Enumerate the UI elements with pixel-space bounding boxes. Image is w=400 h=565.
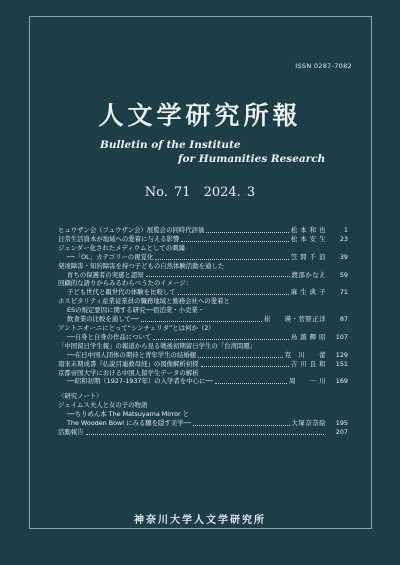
toc-entry-author: 松 本 和 也 (290, 226, 326, 234)
toc-entry (58, 428, 348, 437)
toc-entry-title: ジェイムス夫人と女の子の物語 (58, 401, 148, 410)
toc-entry-page: 129 (335, 350, 348, 359)
toc-entry-author: 吉 川 良 和 (290, 359, 326, 368)
toc-leader-dots (141, 320, 262, 322)
toc-leader-dots (215, 382, 287, 384)
toc-entry-page: 87 (339, 315, 348, 324)
toc-entry-page: 207 (335, 427, 348, 436)
toc-leader-dots (206, 231, 288, 233)
journal-title-japanese: 人文学研究所報 (98, 101, 302, 130)
toc-entry-author: 大塚奈奈絵 (291, 419, 326, 428)
toc-entry-title: ──「OL」カテゴリーの視覚化 (67, 252, 154, 261)
toc-entry-title: ──在日中国人団体の期待と青年学生の結婚観 (67, 350, 197, 359)
toc-leader-dots (153, 338, 289, 340)
toc-entry-title: 回顧的な語りからみるわらべうたのイメージ： (58, 279, 193, 288)
toc-entry-page: 169 (335, 377, 348, 386)
toc-entry-title: 飲食業の比較を通して── (67, 315, 139, 324)
toc-entry (58, 351, 348, 360)
toc-entry-author: 松 本 安 生 (290, 234, 326, 243)
toc-entry (58, 410, 348, 419)
toc-entry (58, 342, 348, 351)
toc-entry-page: 195 (335, 419, 348, 428)
toc-entry-title: The Wooden Bowl にみる願を隠す美学── (67, 419, 192, 428)
toc-entry (58, 315, 348, 324)
toc-entry-author: 笠 間 千 浪 (290, 252, 326, 261)
toc-entry-author: 麻 生 典 子 (290, 288, 326, 297)
toc-entry-title: 「中国留日学生報」の報道から見る戦後初期留日学生の「台湾問題」 (58, 341, 257, 350)
journal-title-english-line2: for Humanities Research (178, 153, 326, 165)
journal-title-english-line1: Bulletin of the Institute (100, 139, 241, 151)
toc-entry-title: ヒュウザン会（フュウザン会）展覧会の同時代評価 (58, 226, 205, 234)
toc-entry (58, 324, 348, 333)
toc-entry (58, 333, 348, 342)
toc-entry (58, 401, 348, 410)
toc-entry (58, 271, 348, 280)
toc-entry-author: 崔 瑛・菅野正洋 (263, 315, 326, 324)
toc-leader-dots (155, 258, 289, 260)
issn-number: ISSN 0287-7082 (295, 62, 352, 70)
toc-entry (58, 244, 348, 253)
toc-entry-title: 〈研究ノート〉 (58, 392, 103, 401)
toc-entry (58, 253, 348, 262)
toc-entry (58, 235, 348, 244)
toc-leader-dots (146, 275, 290, 277)
toc-entry-page: 39 (339, 252, 348, 261)
publisher-name: 神奈川大学人文学研究所 (134, 515, 266, 526)
toc-entry-page: 71 (339, 288, 348, 297)
toc-entry (58, 279, 348, 288)
toc-entry (58, 288, 348, 297)
toc-entry-page: 151 (335, 359, 348, 368)
toc-entry (58, 306, 348, 315)
toc-entry-title: ホスピタリティ産業従業員の職務地域と勤務会社への愛着と (58, 297, 230, 306)
toc-leader-dots (178, 293, 289, 295)
toc-leader-dots (193, 424, 289, 426)
toc-entry (58, 392, 348, 401)
toc-leader-dots (181, 240, 288, 242)
toc-entry (58, 377, 348, 386)
issue-number: No. 71 2024. 3 (144, 185, 256, 200)
toc-leader-dots (198, 356, 283, 358)
toc-entry-page: 59 (339, 270, 348, 279)
toc-entry-title: ──ちりめん本 The Matsuyama Mirror と (67, 410, 190, 419)
toc-entry (58, 226, 348, 235)
toc-leader-dots (201, 365, 289, 367)
toc-entry-title: 京都帝国大学における中国人留学生データの解析 (58, 368, 199, 377)
toc-entry-title: ESの規定要因に関する研究──宿泊業・小売業・ (67, 306, 205, 315)
toc-entry-title: アントニオーニにとって“シンチェリタ”とは何か（2） (58, 323, 215, 332)
toc-entry-author: 周 一 川 (289, 377, 326, 386)
toc-entry (58, 360, 348, 369)
toc-entry-page: 1 (343, 226, 348, 234)
toc-entry-author: 克 川 蕾 (284, 350, 326, 359)
table-of-contents (58, 226, 348, 437)
toc-entry-author: 鳥 越 輝 昭 (290, 332, 326, 341)
toc-entry-page: 23 (339, 234, 348, 243)
toc-entry (58, 419, 348, 428)
toc-entry-title: 日常生活資本が地域への愛着に与える影響 (58, 234, 180, 243)
toc-entry-author: 渡部かなえ (291, 270, 326, 279)
toc-entry-title: 南宋末期成書『仏説目連救母経』の図像解析初探 (58, 359, 199, 368)
toc-entry-title: ──昭和初期（1927-1937年）の入学者を中心に── (67, 377, 214, 386)
toc-entry-page: 107 (335, 332, 348, 341)
toc-entry-title: 発達障害・知的障害を持つ子どもの自然体験活動を通した (58, 261, 225, 270)
toc-entry-title: ジェンダー化されたメディウムとしての刺繍 (58, 243, 185, 252)
toc-leader-dots (86, 433, 324, 435)
toc-entry-title: 子ども世代と親世代の体験を比較して (67, 288, 176, 297)
toc-entry-title: 育ちの保護者の実感と認知 (67, 270, 144, 279)
toc-entry (58, 262, 348, 271)
toc-entry (58, 297, 348, 306)
toc-entry-title: ──自身と自身の作品について (67, 332, 152, 341)
toc-entry-title: 活動報告 (58, 427, 84, 436)
